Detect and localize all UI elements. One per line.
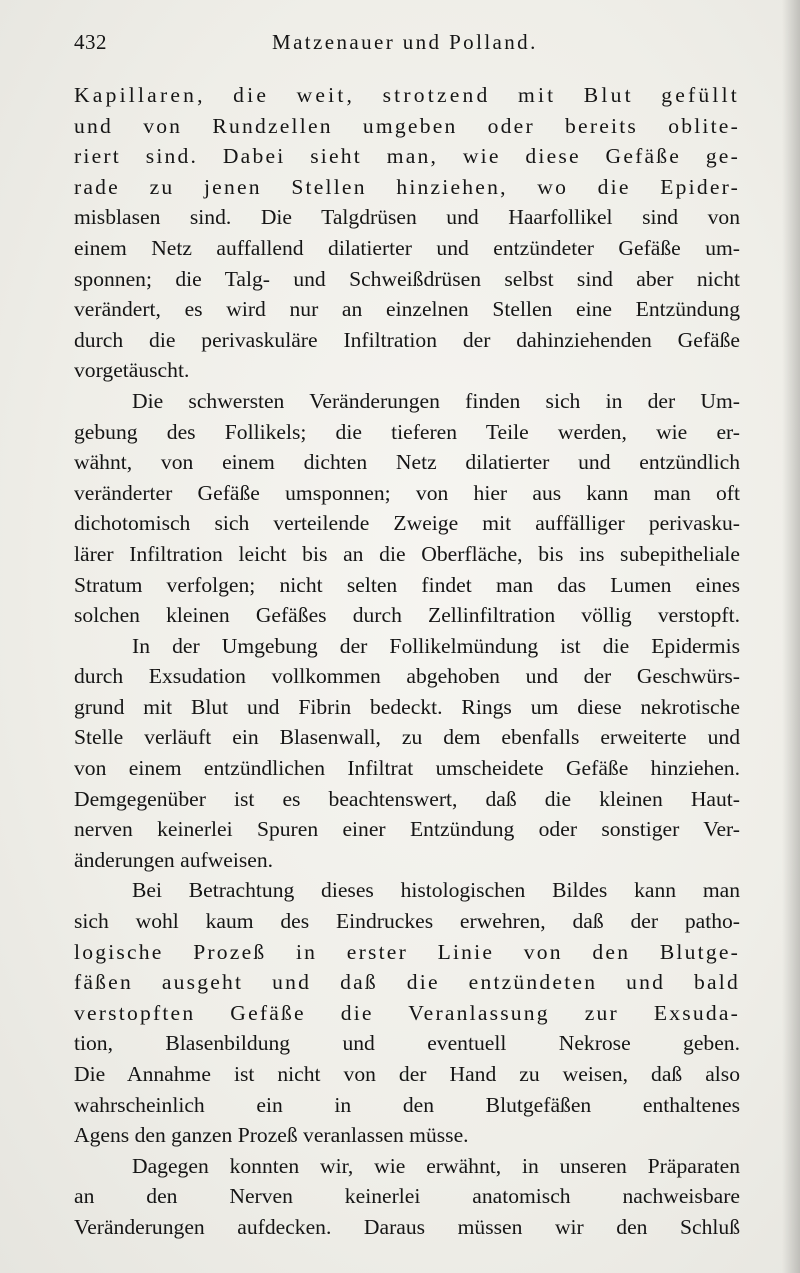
text-line: an den Nerven keinerlei anatomisch nachweisbare <box>74 1184 740 1209</box>
text-line: lärer Infiltration leicht bis an die Oberfläche, bis ins subepitheliale <box>74 541 740 566</box>
page-number: 432 <box>74 30 107 54</box>
text-line: verstopften Gefäße die Veranlassung zur Exsuda- <box>74 1000 740 1025</box>
text-line: von einem entzündlichen Infiltrat umscheidete Gefäße hinziehen. <box>74 756 740 781</box>
text-line: und von Rundzellen umgeben oder bereits oblite- <box>74 113 740 138</box>
text-line: gebung des Follikels; die tieferen Teile werden, wie er- <box>74 419 740 444</box>
text-line: Stelle verläuft ein Blasenwall, zu dem ebenfalls erweiterte und <box>74 725 740 750</box>
text-line: sponnen; die Talg- und Schweißdrüsen selbst sind aber nicht <box>74 266 740 291</box>
text-line: durch die perivaskuläre Infiltration der dahinziehenden Gefäße <box>74 327 740 352</box>
paragraph-start-line: Dagegen konnten wir, wie erwähnt, in unseren Präparaten <box>132 1153 740 1178</box>
paragraph-start-line: In der Umgebung der Follikelmündung ist die Epidermis <box>132 633 740 658</box>
text-line: riert sind. Dabei sieht man, wie diese Gefäße ge- <box>74 144 740 169</box>
text-line: vorgetäuscht. <box>74 358 190 383</box>
running-title: Matzenauer und Polland. <box>272 30 538 54</box>
text-line: nerven keinerlei Spuren einer Entzündung oder sonstiger Ver- <box>74 817 740 842</box>
text-line: logische Prozeß in erster Linie von den Blutge- <box>74 939 740 964</box>
paragraph-start-line: Bei Betrachtung dieses histologischen Bildes kann man <box>132 878 740 903</box>
text-line: durch Exsudation vollkommen abgehoben und der Geschwürs- <box>74 664 740 689</box>
text-line: wahrscheinlich ein in den Blutgefäßen enthaltenes <box>74 1092 740 1117</box>
text-line: veränderter Gefäße umsponnen; von hier aus kann man oft <box>74 480 740 505</box>
text-line: wähnt, von einem dichten Netz dilatierter und entzündlich <box>74 450 740 475</box>
text-line: Agens den ganzen Prozeß veranlassen müsse. <box>74 1123 469 1148</box>
body-text <box>74 80 740 1243</box>
text-line: rade zu jenen Stellen hinziehen, wo die Epider- <box>74 174 740 199</box>
text-line: Kapillaren, die weit, strotzend mit Blut gefüllt <box>74 83 740 107</box>
text-line: verändert, es wird nur an einzelnen Stellen eine Entzündung <box>74 297 740 322</box>
page-edge-shadow <box>782 0 800 1273</box>
page-header <box>74 30 750 58</box>
text-line: einem Netz auffallend dilatierter und entzündeter Gefäße um- <box>74 235 740 260</box>
text-line: grund mit Blut und Fibrin bedeckt. Rings um diese nekrotische <box>74 694 740 719</box>
text-line: sich wohl kaum des Eindruckes erwehren, daß der patho- <box>74 909 740 934</box>
text-line: Die Annahme ist nicht von der Hand zu weisen, daß also <box>74 1062 740 1086</box>
text-line: tion, Blasenbildung und eventuell Nekrose geben. <box>74 1031 740 1056</box>
text-line: änderungen aufweisen. <box>74 847 274 872</box>
text-line: dichotomisch sich verteilende Zweige mit auffälliger perivasku- <box>74 511 740 536</box>
text-line: misblasen sind. Die Talgdrüsen und Haarfollikel sind von <box>74 205 740 230</box>
text-line: Demgegenüber ist es beachtenswert, daß die kleinen Haut- <box>74 786 740 811</box>
text-line: Stratum verfolgen; nicht selten findet man das Lumen eines <box>74 572 740 597</box>
text-line: Veränderungen aufdecken. Daraus müssen wir den Schluß <box>74 1214 740 1239</box>
text-line: fäßen ausgeht und daß die entzündeten und bald <box>74 970 740 995</box>
paragraph-start-line: Die schwersten Veränderungen finden sich in der Um- <box>132 388 740 413</box>
text-line: solchen kleinen Gefäßes durch Zellinfiltration völlig verstopft. <box>74 603 740 628</box>
